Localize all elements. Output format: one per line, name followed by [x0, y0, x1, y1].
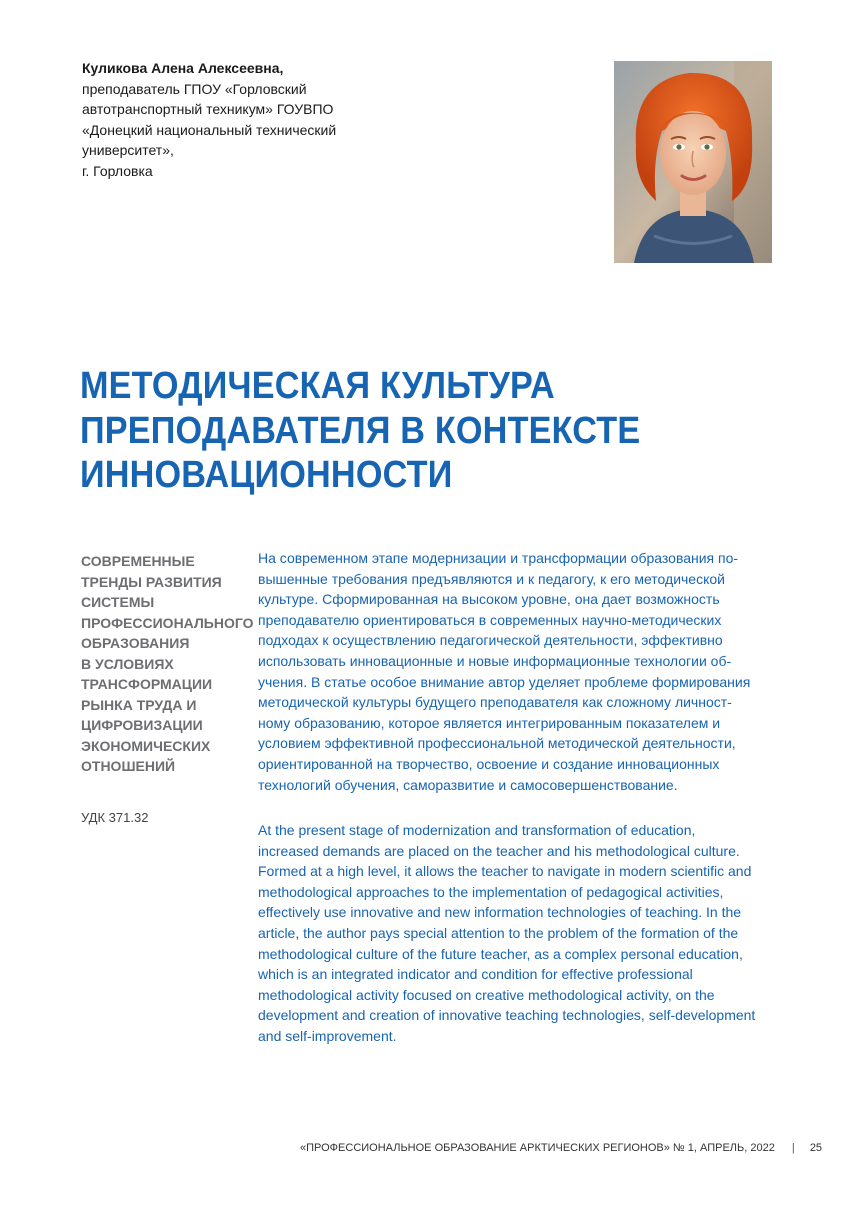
- journal-name: «ПРОФЕССИОНАЛЬНОЕ ОБРАЗОВАНИЕ АРКТИЧЕСКИХ РЕГИОНОВ» № 1, АПРЕЛЬ, 2022: [300, 1142, 775, 1154]
- abstract-line: условием эффективной профессиональной методической деятельности,: [258, 735, 736, 752]
- abstract-line: methodological activity focused on creative methodological activity, on the: [258, 986, 715, 1003]
- abstract-russian: [258, 548, 778, 795]
- author-city: г. Горловка: [82, 162, 153, 179]
- abstract-line: article, the author pays special attention to the problem of the formation of the: [258, 924, 739, 941]
- rubric-line: ПРОФЕССИОНАЛЬНОГО: [81, 614, 254, 631]
- rubric-line: ЭКОНОМИЧЕСКИХ: [81, 737, 211, 754]
- udk-code: УДК 371.32: [81, 810, 149, 825]
- abstract-line: технологий обучения, саморазвитие и самосовершенствование.: [258, 776, 678, 793]
- abstract-line: methodological approaches to the implementation of pedagogical activities,: [258, 883, 724, 900]
- rubric-line: ЦИФРОВИЗАЦИИ: [81, 717, 203, 733]
- abstract-line: development and creation of innovative teaching technologies, self-development: [258, 1007, 756, 1024]
- rubric-line: ОБРАЗОВАНИЯ: [81, 635, 190, 651]
- section-rubric: [81, 551, 256, 777]
- author-affiliation-line: университет»,: [82, 142, 174, 158]
- rubric-line: ТРАНСФОРМАЦИИ: [81, 676, 213, 692]
- article-title: [80, 364, 656, 498]
- abstract-line: ориентированной на творчество, освоение и создание инновационных: [258, 755, 720, 772]
- rubric-line: ОТНОШЕНИЙ: [81, 758, 176, 774]
- title-line: ИННОВАЦИОННОСТИ: [80, 454, 453, 496]
- rubric-line: ТРЕНДЫ РАЗВИТИЯ: [81, 573, 222, 590]
- abstract-line: and self-improvement.: [258, 1027, 397, 1044]
- rubric-line: СИСТЕМЫ: [81, 594, 155, 610]
- abstract-line: effectively use innovative and new information technologies of teaching. In the: [258, 904, 742, 921]
- page-number: 25: [809, 1142, 823, 1154]
- abstract-line: Formed at a high level, it allows the teacher to navigate in modern scientific and: [258, 863, 752, 880]
- abstract-line: использовать инновационные и новые информационные технологии об-: [258, 652, 732, 669]
- author-name: Куликова Алена Алексеевна,: [82, 60, 284, 76]
- abstract-line: вышенные требования предъявляются и к педагогу, к его методической: [258, 570, 725, 587]
- abstract-line: учения. В статье особое внимание автор уделяет проблеме формирования: [258, 673, 751, 690]
- rubric-line: РЫНКА ТРУДА И: [81, 696, 197, 713]
- author-affiliation-line: преподаватель ГПОУ «Горловский: [82, 80, 307, 97]
- abstract-english: [258, 820, 778, 1047]
- abstract-line: which is an integrated indicator and condition for effective professional: [258, 966, 693, 983]
- author-affiliation-line: автотранспортный техникум» ГОУВПО: [82, 101, 334, 117]
- abstract-line: преподавателю ориентироваться в современных научно-методических: [258, 611, 722, 628]
- rubric-line: В УСЛОВИЯХ: [81, 655, 174, 672]
- abstract-line: На современном этапе модернизации и трансформации образования по-: [258, 550, 739, 566]
- abstract-line: At the present stage of modernization and transformation of education,: [258, 822, 696, 838]
- author-affiliation-line: «Донецкий национальный технический: [82, 121, 337, 138]
- abstract-line: культуре. Сформированная на высоком уровне, она дает возможность: [258, 591, 720, 608]
- author-photo: [614, 61, 772, 263]
- abstract-line: increased demands are placed on the teacher and his methodological culture.: [258, 842, 740, 859]
- title-line: МЕТОДИЧЕСКАЯ КУЛЬТУРА: [80, 365, 555, 407]
- abstract-line: methodological culture of the future teacher, as a complex personal education,: [258, 945, 743, 962]
- author-info: [82, 58, 412, 181]
- abstract-line: подходах к осуществлению педагогической деятельности, эффективно: [258, 632, 723, 649]
- footer-separator: |: [791, 1142, 795, 1154]
- abstract-line: методической культуры будущего преподавателя как сложному личност-: [258, 694, 732, 711]
- rubric-line: СОВРЕМЕННЫЕ: [81, 553, 195, 569]
- abstract-line: ному образованию, которое является интегрированным показателем и: [258, 714, 721, 731]
- title-line: ПРЕПОДАВАТЕЛЯ В КОНТЕКСТЕ: [80, 409, 641, 452]
- page-footer: [300, 1142, 823, 1154]
